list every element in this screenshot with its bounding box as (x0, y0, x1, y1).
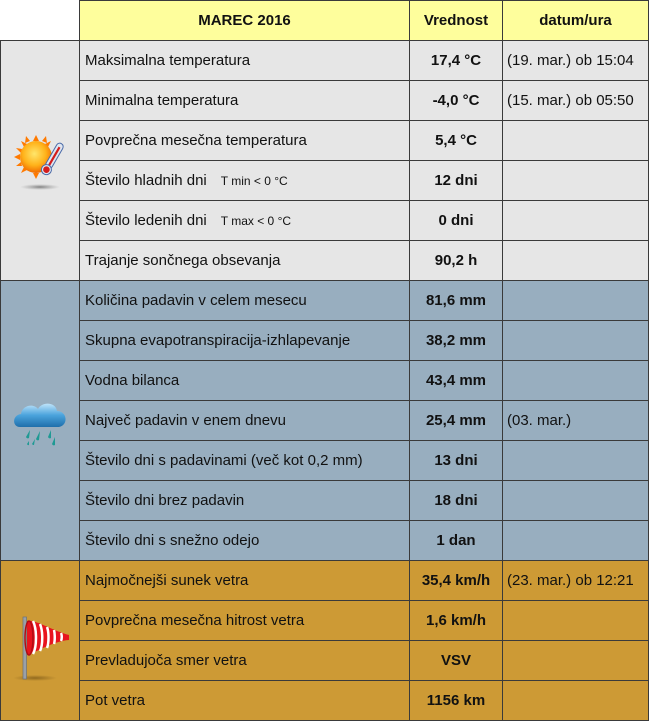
row-label-cell (80, 81, 410, 121)
wind-icon-cell (1, 561, 80, 721)
row-date-time (503, 481, 649, 521)
row-date-time: (23. mar.) ob 12:21 (503, 561, 649, 601)
temperature-row (1, 161, 649, 201)
row-value: -4,0 °C (410, 81, 503, 121)
row-label: Minimalna temperatura (85, 92, 239, 109)
row-label: Povprečna mesečna hitrost vetra (85, 612, 305, 629)
row-value: 43,4 mm (410, 361, 503, 401)
row-label-cell (80, 481, 410, 521)
row-label: Število dni s snežno odejo (85, 532, 260, 549)
row-label: Največ padavin v enem dnevu (85, 412, 286, 429)
precipitation-row (1, 521, 649, 561)
row-date-time (503, 281, 649, 321)
precipitation-row (1, 401, 649, 441)
row-condition-note: T max < 0 °C (220, 214, 292, 228)
row-date-time (503, 321, 649, 361)
row-date-time (503, 681, 649, 721)
precipitation-group (1, 281, 649, 561)
row-label-cell (80, 601, 410, 641)
wind-row (1, 681, 649, 721)
row-value: 12 dni (410, 161, 503, 201)
row-label-cell (80, 161, 410, 201)
row-label-cell (80, 241, 410, 281)
row-date-time (503, 121, 649, 161)
temperature-group (1, 41, 649, 281)
row-value: 90,2 h (410, 241, 503, 281)
precipitation-row (1, 361, 649, 401)
row-date-time (503, 241, 649, 281)
row-value: 25,4 mm (410, 401, 503, 441)
wind-row (1, 641, 649, 681)
row-label: Število ledenih dni (85, 212, 207, 229)
row-label-cell (80, 641, 410, 681)
row-value: 1 dan (410, 521, 503, 561)
row-label-cell (80, 441, 410, 481)
row-value: VSV (410, 641, 503, 681)
sun-thermometer-icon (12, 129, 68, 193)
row-label-cell (80, 681, 410, 721)
wind-row (1, 561, 649, 601)
row-label: Pot vetra (85, 692, 146, 709)
row-label-cell (80, 361, 410, 401)
header-value-column: Vrednost (410, 1, 503, 41)
precipitation-icon-cell (1, 281, 80, 561)
row-label: Število dni brez padavin (85, 492, 245, 509)
header-row (1, 1, 649, 41)
row-label: Število dni s padavinami (več kot 0,2 mm) (85, 452, 363, 469)
row-label: Vodna bilanca (85, 372, 180, 389)
temperature-row (1, 201, 649, 241)
row-value: 1,6 km/h (410, 601, 503, 641)
wind-group (1, 561, 649, 721)
row-date-time: (15. mar.) ob 05:50 (503, 81, 649, 121)
precipitation-row (1, 481, 649, 521)
row-label: Najmočnejši sunek vetra (85, 572, 249, 589)
wind-row (1, 601, 649, 641)
temperature-row (1, 81, 649, 121)
row-value: 13 dni (410, 441, 503, 481)
row-label-cell (80, 121, 410, 161)
row-label-cell (80, 401, 410, 441)
temperature-row (1, 241, 649, 281)
row-value: 35,4 km/h (410, 561, 503, 601)
row-label-cell (80, 561, 410, 601)
rain-cloud-icon (10, 395, 70, 447)
header-title: MAREC 2016 (80, 1, 410, 41)
row-date-time (503, 361, 649, 401)
row-value: 5,4 °C (410, 121, 503, 161)
temperature-row (1, 41, 649, 81)
row-label-cell (80, 201, 410, 241)
row-label: Količina padavin v celem mesecu (85, 292, 307, 309)
row-date-time: (19. mar.) ob 15:04 (503, 41, 649, 81)
temperature-icon-cell (1, 41, 80, 281)
row-condition-note: T min < 0 °C (220, 174, 288, 188)
row-label: Število hladnih dni (85, 172, 207, 189)
row-label: Maksimalna temperatura (85, 52, 251, 69)
row-value: 18 dni (410, 481, 503, 521)
row-date-time (503, 641, 649, 681)
windsock-icon (9, 599, 71, 683)
row-value: 1156 km (410, 681, 503, 721)
row-label-cell (80, 521, 410, 561)
row-label: Skupna evapotranspiracija-izhlapevanje (85, 332, 351, 349)
row-label-cell (80, 321, 410, 361)
row-date-time (503, 201, 649, 241)
row-label: Trajanje sončnega obsevanja (85, 252, 281, 269)
row-date-time (503, 161, 649, 201)
temperature-row (1, 121, 649, 161)
row-value: 38,2 mm (410, 321, 503, 361)
precipitation-row (1, 281, 649, 321)
header-blank-cell (1, 1, 80, 41)
precipitation-row (1, 441, 649, 481)
row-label: Prevladujoča smer vetra (85, 652, 247, 669)
row-label-cell (80, 281, 410, 321)
precipitation-row (1, 321, 649, 361)
row-date-time: (03. mar.) (503, 401, 649, 441)
row-value: 17,4 °C (410, 41, 503, 81)
header-date-column: datum/ura (503, 1, 649, 41)
row-value: 0 dni (410, 201, 503, 241)
row-date-time (503, 601, 649, 641)
row-value: 81,6 mm (410, 281, 503, 321)
row-date-time (503, 521, 649, 561)
row-label: Povprečna mesečna temperatura (85, 132, 307, 149)
row-label-cell (80, 41, 410, 81)
row-date-time (503, 441, 649, 481)
